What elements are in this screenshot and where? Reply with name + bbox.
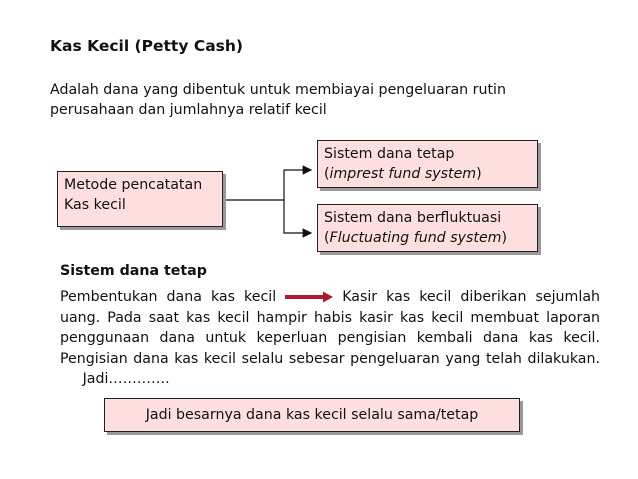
method-box-line1: Metode pencatatan — [64, 177, 203, 193]
fluctuating-fund-box — [317, 204, 538, 252]
para-tail: Jadi…………. — [82, 371, 170, 387]
connector-to-fluct — [284, 200, 311, 233]
conclusion-box — [104, 398, 520, 432]
section-title: Sistem dana tetap — [60, 263, 207, 279]
fixed-fund-line2 — [324, 164, 531, 184]
conclusion-text: Jadi besarnya dana kas kecil selalu sama/tetap — [145, 407, 479, 423]
para-after-arrow: Kasir kas kecil diberikan sejumlah uang. Pada saat kas kecil hampir habis kasir kas kecil membuat laporan penggunaan dana untuk keperluan pengisian kembali dana kas kecil. Pengisian dana kas kecil selalu sebesar pengeluaran yang telah dilakukan. — [60, 289, 600, 367]
fluct-fund-line1: Sistem dana berfluktuasi — [324, 210, 502, 226]
right-arrow-icon — [285, 291, 333, 303]
fluct-fund-open: ( — [324, 230, 330, 246]
fluct-fund-english: Fluctuating fund system — [329, 230, 502, 246]
method-box-line2: Kas kecil — [64, 197, 126, 213]
para-before-arrow: Pembentukan dana kas kecil — [60, 289, 277, 305]
fixed-fund-box — [317, 140, 538, 188]
fixed-fund-close: ) — [476, 166, 482, 182]
fluct-fund-close: ) — [501, 230, 508, 246]
fixed-fund-english: imprest fund system — [329, 166, 477, 182]
slide-title: Kas Kecil (Petty Cash) — [50, 37, 244, 55]
section-paragraph — [60, 287, 600, 390]
fluct-fund-line2 — [324, 228, 531, 248]
fixed-fund-open: ( — [324, 166, 330, 182]
method-box — [57, 171, 223, 227]
intro-text: Adalah dana yang dibentuk untuk membiayai pengeluaran rutin perusahaan dan jumlahnya relatif kecil — [50, 82, 506, 118]
connector-to-fixed — [284, 170, 311, 200]
fixed-fund-line1: Sistem dana tetap — [324, 146, 455, 162]
